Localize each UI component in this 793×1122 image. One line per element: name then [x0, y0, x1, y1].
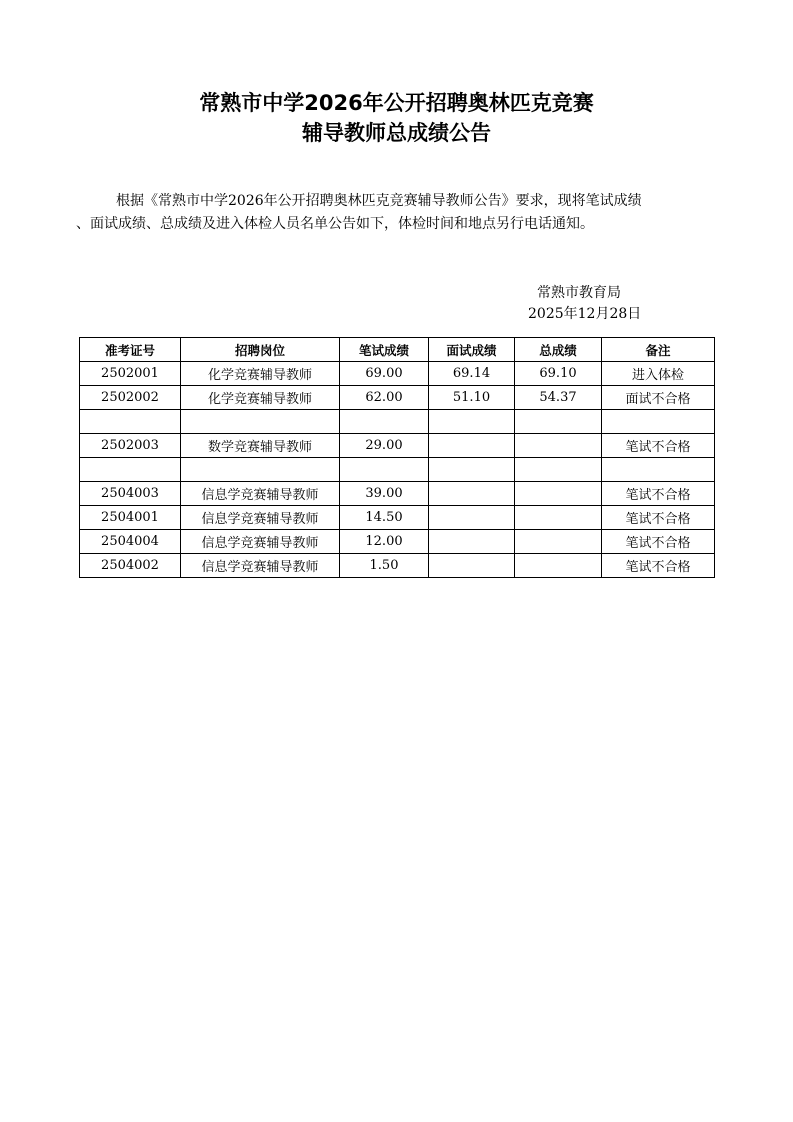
table-row — [80, 530, 715, 554]
cell-interview-score: 69.14 — [429, 362, 515, 386]
scores-table — [79, 337, 715, 578]
cell-remarks: 进入体检 — [602, 362, 715, 386]
cell-total-score — [515, 506, 602, 530]
cell-remarks: 笔试不合格 — [602, 482, 715, 506]
header-position: 招聘岗位 — [181, 338, 340, 362]
cell-total-score — [515, 458, 602, 482]
table-row — [80, 410, 715, 434]
cell-total-score — [515, 410, 602, 434]
header-remarks: 备注 — [602, 338, 715, 362]
cell-interview-score — [429, 434, 515, 458]
table-row — [80, 362, 715, 386]
cell-written-score: 69.00 — [340, 362, 429, 386]
cell-written-score: 14.50 — [340, 506, 429, 530]
cell-exam-id: 2502002 — [80, 386, 181, 410]
cell-interview-score — [429, 410, 515, 434]
cell-position: 信息学竞赛辅导教师 — [181, 554, 340, 578]
cell-total-score — [515, 434, 602, 458]
cell-position: 化学竞赛辅导教师 — [181, 386, 340, 410]
table-row — [80, 458, 715, 482]
cell-interview-score — [429, 458, 515, 482]
table-header-row — [80, 338, 715, 362]
cell-interview-score: 51.10 — [429, 386, 515, 410]
cell-written-score — [340, 458, 429, 482]
cell-exam-id: 2504004 — [80, 530, 181, 554]
cell-total-score — [515, 482, 602, 506]
table-row — [80, 506, 715, 530]
cell-exam-id: 2504003 — [80, 482, 181, 506]
cell-remarks: 笔试不合格 — [602, 506, 715, 530]
cell-exam-id: 2504002 — [80, 554, 181, 578]
cell-remarks: 面试不合格 — [602, 386, 715, 410]
cell-position: 数学竞赛辅导教师 — [181, 434, 340, 458]
intro-line-1: 根据《常熟市中学2026年公开招聘奥林匹克竞赛辅导教师公告》要求，现将笔试成绩 — [116, 193, 642, 209]
header-exam-id: 准考证号 — [80, 338, 181, 362]
cell-remarks — [602, 410, 715, 434]
cell-remarks: 笔试不合格 — [602, 434, 715, 458]
header-total-score: 总成绩 — [515, 338, 602, 362]
cell-position: 信息学竞赛辅导教师 — [181, 482, 340, 506]
cell-interview-score — [429, 554, 515, 578]
intro-paragraph — [78, 190, 714, 236]
cell-exam-id: 2502001 — [80, 362, 181, 386]
cell-remarks: 笔试不合格 — [602, 530, 715, 554]
title-line-2: 辅导教师总成绩公告 — [302, 121, 491, 145]
cell-written-score: 39.00 — [340, 482, 429, 506]
header-interview-score: 面试成绩 — [429, 338, 515, 362]
table-row — [80, 434, 715, 458]
cell-remarks: 笔试不合格 — [602, 554, 715, 578]
cell-position: 信息学竞赛辅导教师 — [181, 506, 340, 530]
issue-date: 2025年12月28日 — [528, 306, 642, 322]
cell-total-score — [515, 554, 602, 578]
cell-total-score: 69.10 — [515, 362, 602, 386]
cell-interview-score — [429, 530, 515, 554]
cell-exam-id: 2504001 — [80, 506, 181, 530]
cell-written-score: 29.00 — [340, 434, 429, 458]
cell-exam-id — [80, 410, 181, 434]
cell-written-score — [340, 410, 429, 434]
cell-position: 化学竞赛辅导教师 — [181, 362, 340, 386]
title-line-1: 常熟市中学2026年公开招聘奥林匹克竞赛 — [199, 91, 594, 115]
cell-position: 信息学竞赛辅导教师 — [181, 530, 340, 554]
cell-interview-score — [429, 506, 515, 530]
cell-interview-score — [429, 482, 515, 506]
issuing-organization: 常熟市教育局 — [537, 285, 621, 301]
header-written-score: 笔试成绩 — [340, 338, 429, 362]
intro-line-2: 、面试成绩、总成绩及进入体检人员名单公告如下，体检时间和地点另行电话通知。 — [76, 216, 594, 232]
cell-exam-id — [80, 458, 181, 482]
cell-exam-id: 2502003 — [80, 434, 181, 458]
table-row — [80, 482, 715, 506]
cell-position — [181, 410, 340, 434]
cell-total-score — [515, 530, 602, 554]
cell-total-score: 54.37 — [515, 386, 602, 410]
cell-position — [181, 458, 340, 482]
table-row — [80, 386, 715, 410]
cell-remarks — [602, 458, 715, 482]
table-row — [80, 554, 715, 578]
cell-written-score: 1.50 — [340, 554, 429, 578]
cell-written-score: 12.00 — [340, 530, 429, 554]
cell-written-score: 62.00 — [340, 386, 429, 410]
